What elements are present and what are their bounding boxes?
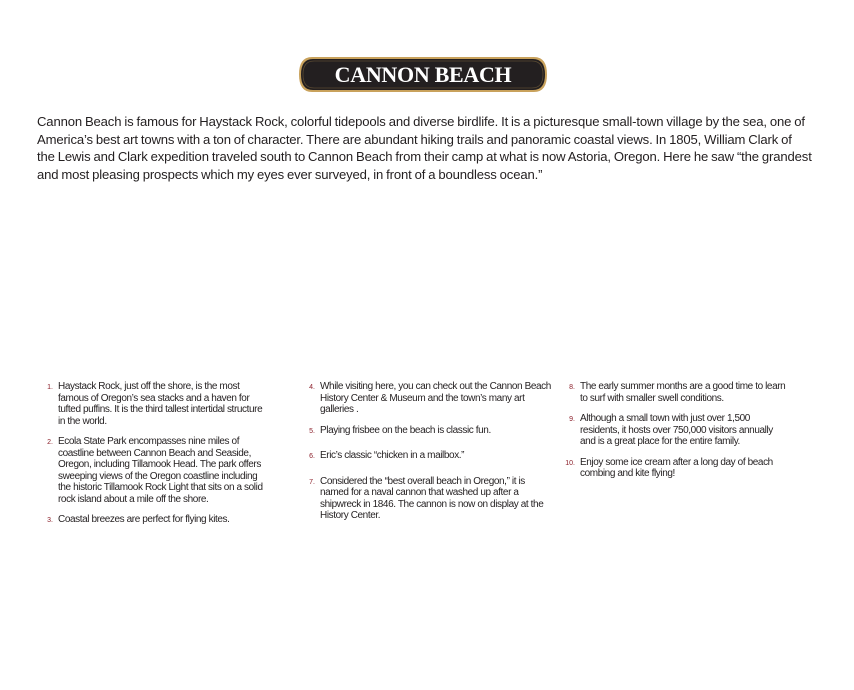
fact-number: 6. (309, 453, 315, 460)
fact-number: 4. (309, 384, 315, 391)
fact-text: Eric’s classic “chicken in a mailbox.” (320, 450, 465, 461)
fact-text: Although a small town with just over 1,500 residents, it hosts over 750,000 visitors annually and is a great place for the entire family. (580, 413, 773, 447)
fact-number: 2. (47, 439, 53, 446)
intro-paragraph: Cannon Beach is famous for Haystack Rock, colorful tidepools and diverse birdlife. It is a picturesque small-town village by the sea, one of America’s best art towns with a ton of character. There are abundant hiking trails and panoramic coastal views. In 1805, William Clark of the Lewis and Clark expedition traveled south to Cannon Beach from their camp at what is now Astoria, Oregon. Here he saw “the grandest and most pleasing prospects which my eyes ever surveyed, in front of a boundless ocean.” (37, 114, 812, 182)
fact-text: Playing frisbee on the beach is classic fun. (320, 424, 491, 436)
fact-text: Considered the “best overall beach in Oregon,” it is named for a naval cannon that washed up after a shipwreck in 1846. The cannon is now on display at the History Center. (320, 475, 544, 521)
fact-number: 9. (569, 416, 575, 423)
fact-number: 3. (47, 517, 53, 524)
fact-text: While visiting here, you can check out the Cannon Beach History Center & Museum and the town’s many art galleries . (320, 381, 551, 415)
fact-number: 10. (565, 459, 575, 467)
fact-item (302, 425, 552, 437)
fact-item (562, 457, 787, 480)
title-banner (298, 56, 548, 93)
fact-text: Haystack Rock, just off the shore, is the most famous of Oregon’s sea stacks and a haven for tufted puffins. It is the third tallest intertidal structure in the world. (58, 381, 263, 427)
facts-column-3 (562, 381, 787, 480)
fact-item (302, 476, 552, 522)
facts-column-1 (40, 381, 270, 526)
fact-item (302, 381, 552, 416)
fact-item (40, 381, 270, 427)
fact-text: Enjoy some ice cream after a long day of beach combing and kite flying! (580, 456, 773, 479)
fact-item (562, 413, 787, 448)
fact-item (40, 514, 270, 526)
facts-column-2 (302, 381, 552, 522)
fact-number: 1. (47, 384, 53, 391)
page-title: CANNON BEACH (334, 62, 512, 87)
fact-text: Coastal breezes are perfect for flying kites. (58, 514, 230, 525)
fact-text: The early summer months are a good time to learn to surf with smaller swell conditions. (580, 381, 786, 404)
fact-number: 7. (309, 478, 315, 486)
fact-item (40, 436, 270, 505)
fact-item (562, 381, 787, 404)
fact-item (302, 450, 552, 462)
fact-number: 8. (569, 384, 575, 391)
fact-number: 5. (309, 427, 315, 435)
fact-text: Ecola State Park encompasses nine miles of coastline between Cannon Beach and Seaside, Oregon, including Tillamook Head. The park offers sweeping views of the Oregon coastline including the historic Tillamook Rock Light that sits on a solid rock island about a mile off the shore. (58, 436, 263, 505)
